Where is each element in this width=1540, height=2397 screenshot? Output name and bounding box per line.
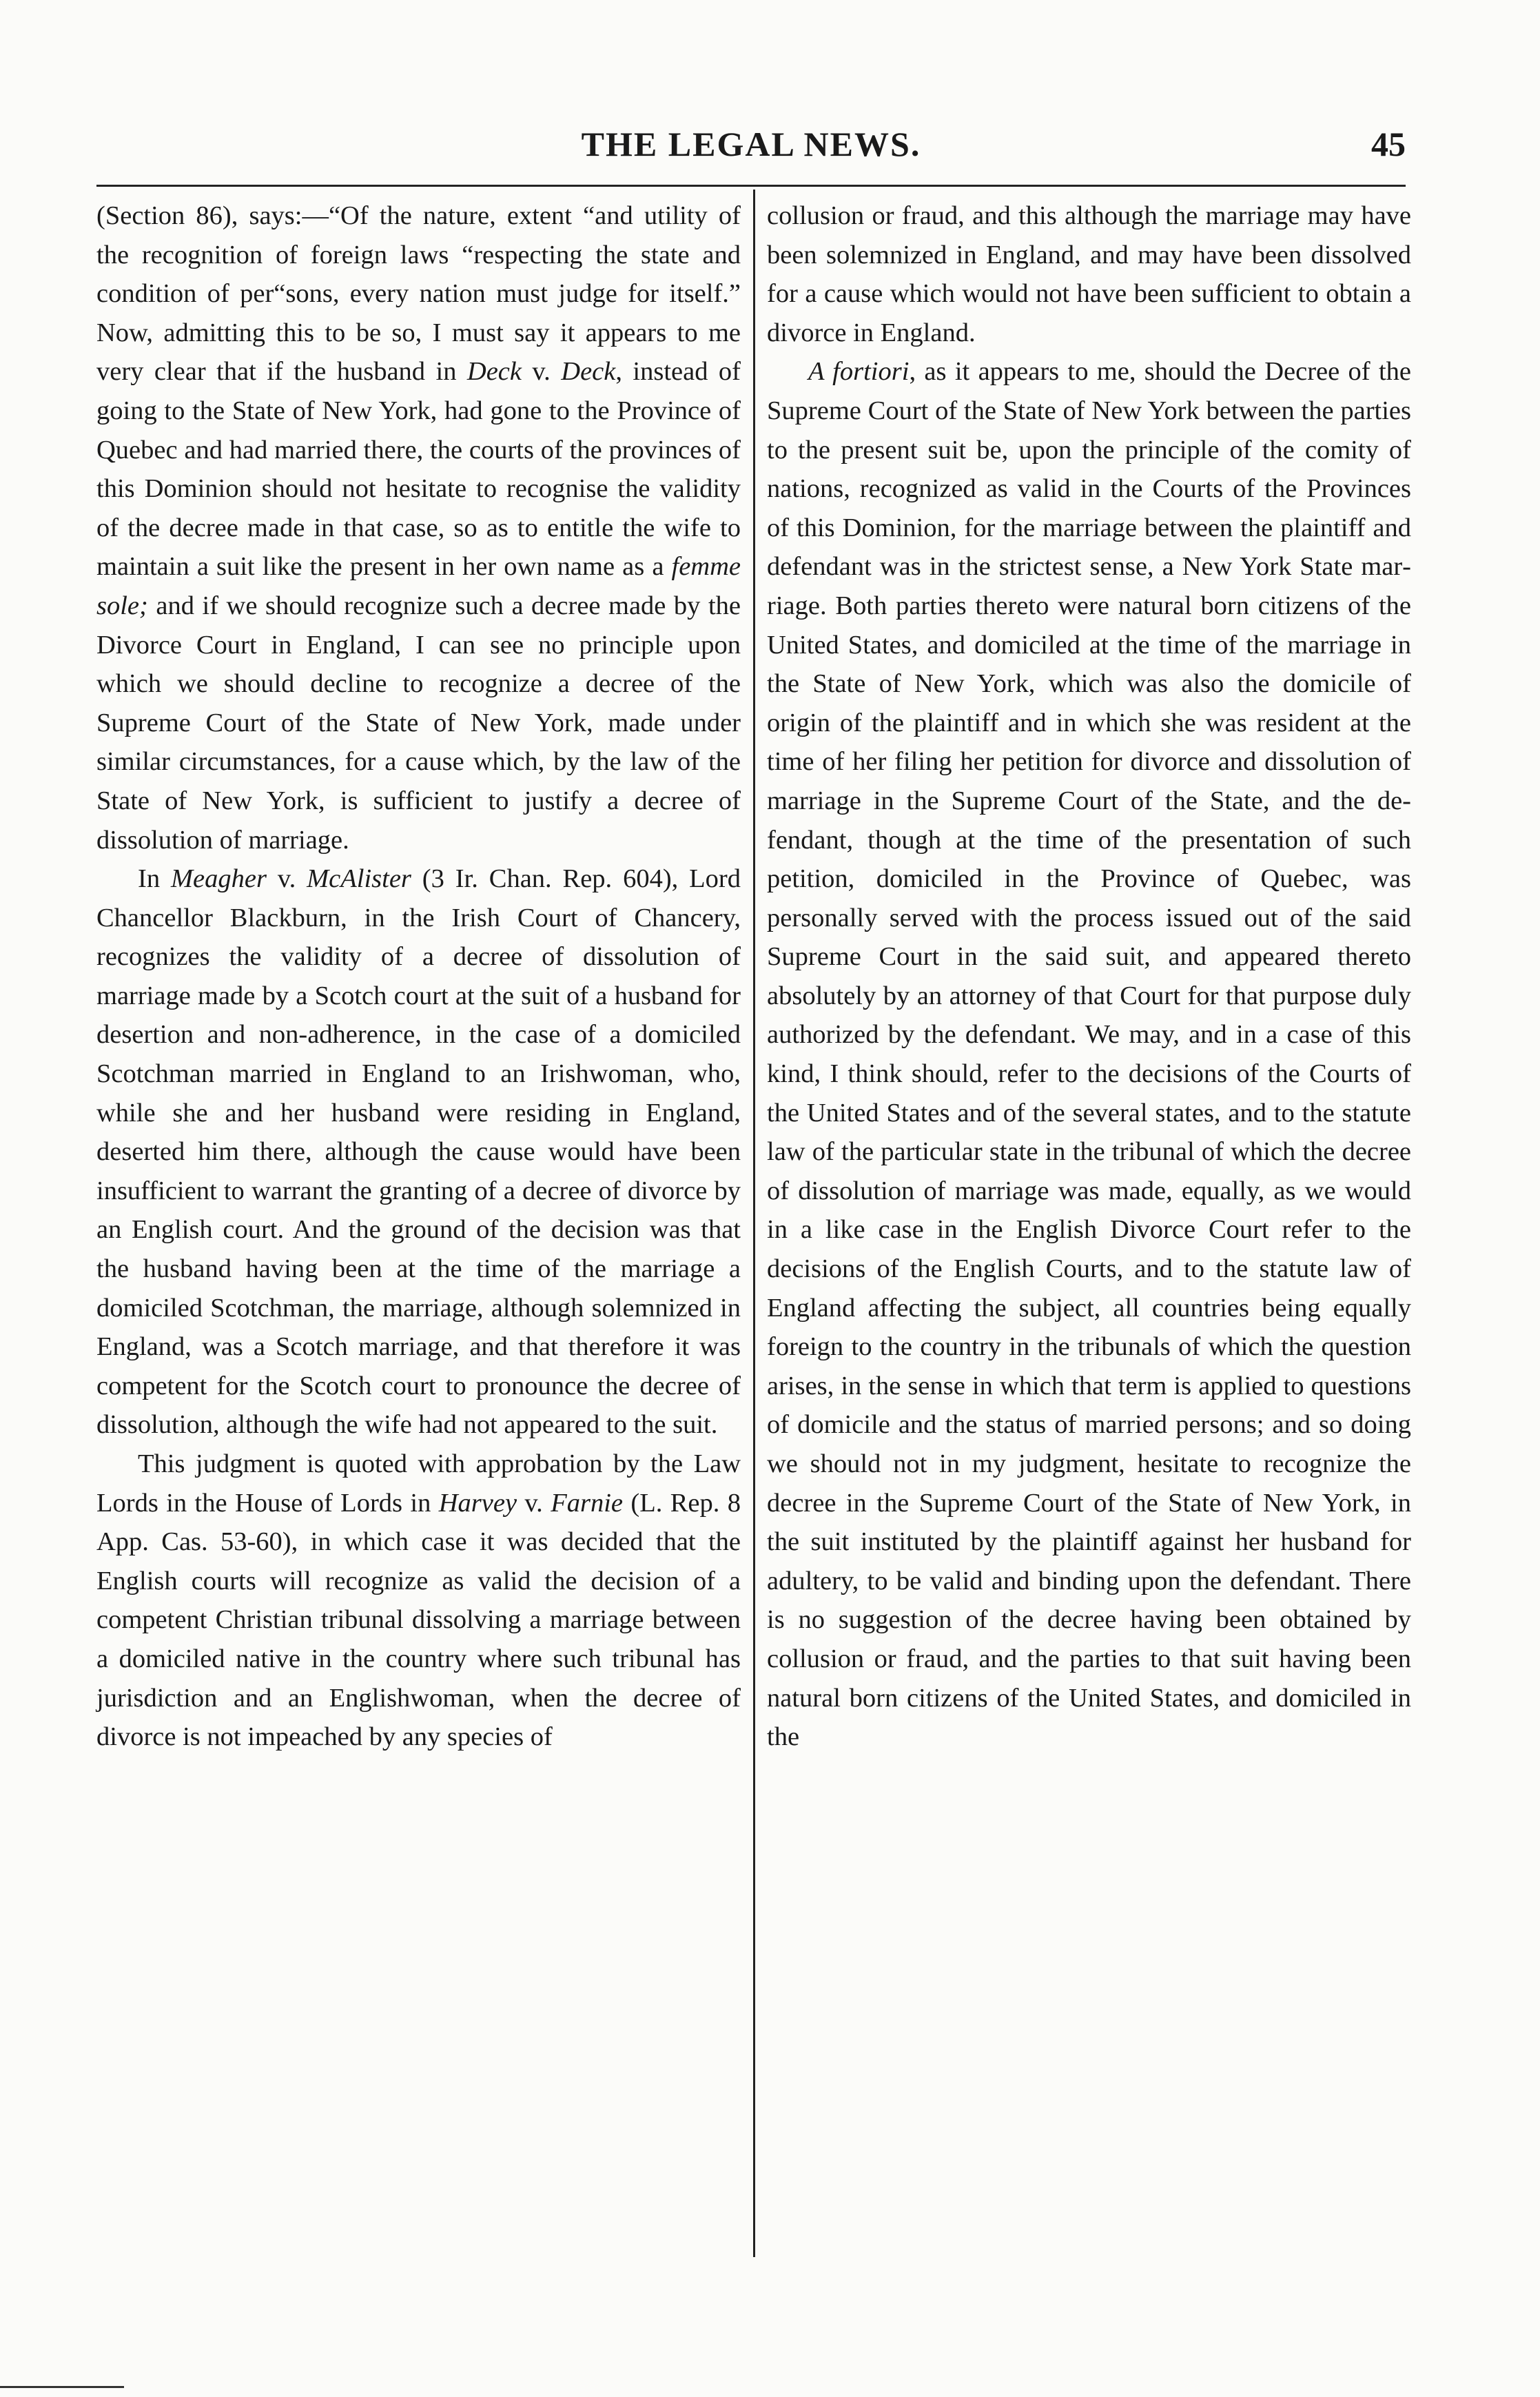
text-run: , instead of going to the State of New York, had gone to the Province of Quebec and had married there, the courts of the provinces of this Dominion should not hesitate to recognise the validity of the decree made in that case, so as to entitle the wife to maintain a suit like the present in her own name as a [96,357,741,582]
case-name: Farnie [551,1488,623,1518]
page-number: 45 [1371,125,1406,163]
running-title: THE LEGAL NEWS. [581,125,921,163]
text-run: v. [521,357,562,387]
header-rule [96,185,1406,187]
case-name: Harvey [438,1488,517,1518]
right-paragraph-1: collusion or fraud, and this although the marriage may have been solemnized in England, and may have been dissolved for a cause which would not have been sufficient to obtain a divorce in England. [767,201,1411,347]
text-run: In [138,864,171,894]
text-run: v. [517,1488,551,1518]
case-name: Deck [466,357,522,387]
case-name: Deck [561,357,616,387]
italic-phrase: A fortiori [808,357,910,387]
left-paragraph-1 [96,196,741,859]
corner-rule [0,2386,124,2388]
case-name: Meagher [170,864,267,894]
left-paragraph-3 [96,1445,741,1757]
column-divider [753,190,755,2257]
text-run: (Section 86), says:—“Of the nature, extent “and utility of the recognition of foreign laws “respecting the state and condition of per“sons, every nation must judge for itself.” Now, admitting this to be so, I must say it appears to me very clear that if the husband in [96,201,741,387]
text-run: v. [266,864,307,894]
text-run: (3 Ir. Chan. Rep. 604), Lord Chancellor Blackburn, in the Irish Court of Chancery, recognizes the validity of a decree of dissolution of marriage made by a Scotch court at the suit of a husband for desertion and non-adherence, in the case of a domiciled Scotchman married in England to an Irishwoman, who, while she and her husband were residing in England, deserted him there, although the cause would have been insufficient to warrant the granting of a decree of divorce by an English court. And the ground of the decision was that the husband having been at the time of the marriage a domiciled Scotchman, the marriage, although solemnized in England, was a Scotch marriage, and that therefore it was competent for the Scotch court to pronounce the decree of dissolution, although the wife had not appeared to the suit. [96,864,741,1440]
text-run: , as it appears to me, should the Decree of the Supreme Court of the State of New York between the parties to the present suit be, upon the principle of the comity of nations, recognized as valid in the Courts of the Provinces of this Dominion, for the marriage between the plaintiff and defendant was in the strictest sense, a New York State marriage. Both parties thereto were natural born citizens of the United States, and domiciled at the time of the marriage in the State of New York, which was also the domicile of origin of the plaintiff and in which she was resident at the time of her filing her petition for divorce and dissolution of marriage in the Supreme Court of the State, and the defendant, though at the time of the presentation of such petition, domiciled in the Province of Quebec, was personally served with the process issued out of the said Supreme Court in the said suit, and appeared thereto absolutely by an attorney of that Court for that purpose duly authorized by the defendant. We may, and in a case of this kind, I think should, refer to the decisions of the Courts of the United States and of the several states, and to the statute law of the particular state in the tribunal of which the decree of dissolution of marriage was made, equally, as we would in a like case in the English Divorce Court refer to the decisions of the English Courts, and to the statute law of England affecting the subject, all countries being equally foreign to the country in the tribunals of which the question arises, in the sense in which that term is applied to questions of domicile and the status of married persons; and so doing we should not in my judgment, hesitate to recognize the decree in the Supreme Court of the State of New York, in the suit instituted by the plaintiff against her husband for adultery, to be valid and binding upon the defendant. There is no suggestion of the decree having been obtained by collusion or fraud, and the parties to that suit having been natural born citizens of the United States, and domiciled in the [767,357,1412,1752]
page-header [96,124,1406,179]
italic-phrase: femme sole; [96,552,741,620]
right-paragraph-2 [767,352,1411,1756]
text-run: (L. Rep. 8 App. Cas. 53-60), in which case it was decided that the English courts will recognize as valid the decision of a competent Christian tribunal dissolving a marriage between a domiciled native in the country where such tribunal has jurisdiction and an Englishwoman, when the decree of divorce is not impeached by any species of [96,1488,741,1752]
left-paragraph-2 [96,859,741,1445]
right-column [767,196,1411,2257]
left-column [96,196,741,2257]
text-run: This judgment is quoted with approbation by the Law Lords in the House of Lords in [96,1449,741,1518]
case-name: McAlister [307,864,411,894]
text-run: and if we should recognize such a decree made by the Divorce Court in England, I can see no principle upon which we should decline to recognize a decree of the Supreme Court of the State of New York, made under similar circumstances, for a cause which, by the law of the State of New York, is sufficient to justify a decree of dissolution of marriage. [96,591,741,855]
